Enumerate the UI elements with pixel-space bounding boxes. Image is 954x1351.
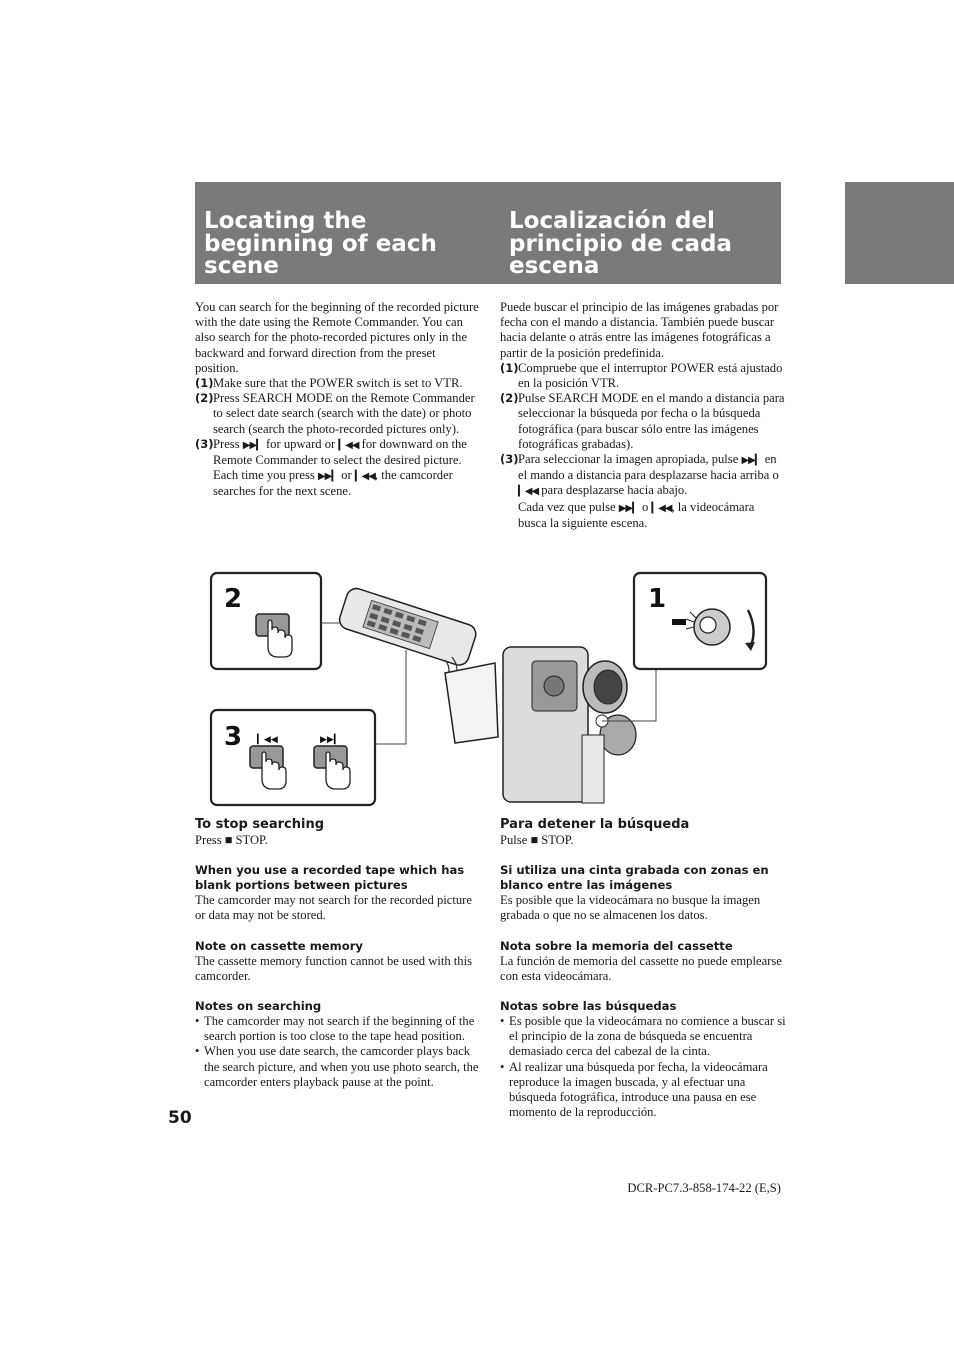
list-item: • The camcorder may not search if the beginning of the search portion is too close to the tape head position.	[195, 1014, 475, 1044]
memory-heading: Note on cassette memory	[195, 938, 363, 953]
next-icon: ▶▶▎	[320, 735, 341, 745]
step-text: Press SEARCH MODE on the Remote Commander to select date search (search with the date) or photo search (search the photo-recorded pictures only).	[213, 391, 475, 436]
next-icon: ▶▶▎	[317, 471, 339, 483]
blank-heading: When you use a recorded tape which has blank portions between pictures	[195, 863, 465, 893]
blank-text: Es posible que la videocámara no busque la imagen grabada o que no se almacenen los datos.	[500, 893, 761, 923]
spanish-intro: Puede buscar el principio de las imágenes grabadas por fecha con el mando a distancia. También puede buscar hacia delante o atrás entre las imágenes fotográficas a partir de la posición predefinida.	[500, 300, 779, 360]
english-step-2	[195, 391, 480, 437]
title-english: Locating the beginning of each scene	[204, 208, 437, 279]
list-item: • When you use date search, the camcorder plays back the search picture, and when you use photo search, the camcorder enters playback pause at the point.	[195, 1044, 479, 1089]
step-text: Compruebe que el interruptor POWER está ajustado en la posición VTR.	[518, 360, 783, 391]
english-step-1	[195, 376, 480, 391]
spanish-notes	[500, 817, 786, 1120]
spanish-step-1	[500, 361, 786, 391]
list-item: • Al realizar una búsqueda por fecha, la videocámara reproduce la imagen buscada, y al efectuar una búsqueda fotográfica, introduce una pausa en ese momento de la reproducción.	[500, 1059, 768, 1120]
callout-number-2: 2	[224, 584, 243, 614]
spanish-step-3: (3) Para seleccionar la imagen apropiada, pulse ▶▶▎ en el mando a distancia para desplazarse hacia arriba o ▎◀◀ para desplazarse hacia abajo. Cada vez que pulse ▶▶▎ o ▎◀◀, la videocámara busca la siguiente escena.	[500, 452, 779, 530]
english-instructions	[195, 300, 480, 500]
blank-heading: Si utiliza una cinta grabada con zonas en blanco entre las imágenes	[500, 863, 769, 893]
step-text: Pulse SEARCH MODE en el mando a distancia para seleccionar la búsqueda por fecha o la búsqueda fotográfica (para buscar sólo entre las imágenes fotográficas grabadas).	[518, 391, 785, 451]
notes-heading: Notas sobre las búsquedas	[500, 999, 677, 1014]
footer-code: DCR-PC7.3-858-174-22 (E,S)	[627, 1181, 781, 1195]
title-spanish: Localización del principio de cada escena	[509, 208, 732, 279]
stop-text: Press ■ STOP.	[195, 833, 268, 847]
blank-text: The camcorder may not search for the recorded picture or data may not be stored.	[195, 893, 472, 923]
prev-icon: ▎◀◀	[338, 439, 359, 451]
memory-heading: Nota sobre la memoria del cassette	[500, 938, 733, 953]
step-text: Make sure that the POWER switch is set to VTR.	[213, 376, 463, 391]
prev-icon: ▎◀◀	[354, 471, 375, 483]
step-number: (3)	[500, 452, 519, 467]
english-intro: You can search for the beginning of the recorded picture with the date using the Remote Commander. You can also search for the photo-recorded pictures only in the backward and forward direction from the preset position.	[195, 300, 479, 375]
memory-text: La función de memoria del cassette no puede emplearse con esta videocámara.	[500, 953, 782, 983]
callout-number-3: 3	[224, 722, 243, 752]
section-tab	[845, 182, 954, 284]
stop-heading: To stop searching	[195, 817, 325, 832]
step-number: (1)	[195, 376, 214, 391]
camcorder-icon	[445, 647, 636, 803]
notes-heading: Notes on searching	[195, 999, 322, 1014]
remote-commander-icon	[337, 586, 478, 668]
step-number: (2)	[500, 391, 519, 406]
spanish-step-2	[500, 391, 786, 452]
stop-heading: Para detener la búsqueda	[500, 817, 690, 832]
step-number: (2)	[195, 391, 214, 406]
step-number: (1)	[500, 360, 519, 375]
callout-number-1: 1	[648, 584, 667, 614]
step-number: (3)	[195, 436, 214, 451]
english-notes	[195, 817, 480, 1090]
memory-text: The cassette memory function cannot be used with this camcorder.	[195, 953, 472, 983]
page-number: 50	[168, 1108, 192, 1128]
next-icon: ▶▶▎	[242, 439, 263, 451]
stop-text: Pulse ■ STOP.	[500, 833, 574, 847]
list-item: • Es posible que la videocámara no comience a buscar si el principio de la zona de búsqueda se encuentra demasiado cerca del cabezal de la cinta.	[500, 1014, 786, 1059]
illustration	[200, 565, 780, 815]
prev-icon: ▎◀◀	[518, 486, 539, 498]
prev-icon: ▎◀◀	[651, 502, 672, 514]
english-step-3: (3) Press ▶▶▎ for upward or ▎◀◀ for downward on the Remote Commander to select the desired picture. Each time you press ▶▶▎ or ▎◀◀, the camcorder searches for the next scene.	[195, 436, 467, 499]
next-icon: ▶▶▎	[618, 502, 639, 514]
next-icon: ▶▶▎	[741, 455, 762, 467]
spanish-instructions	[500, 300, 786, 531]
prev-icon: ▎◀◀	[257, 735, 278, 745]
